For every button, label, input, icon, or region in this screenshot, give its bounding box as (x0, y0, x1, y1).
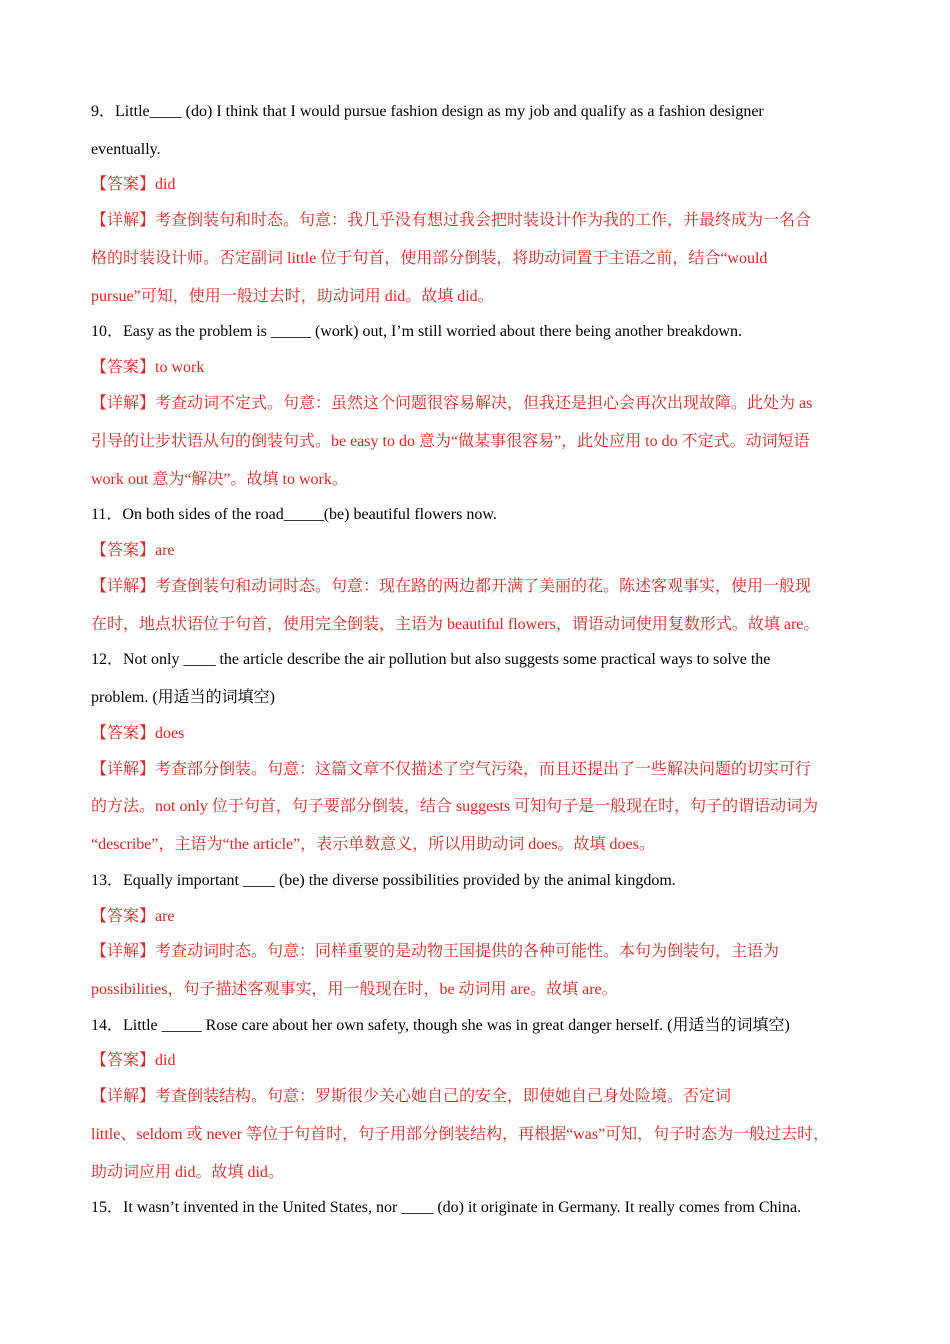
explanation-11-line-1: 【详解】考查倒装句和动词时态。句意：现在路的两边都开满了美丽的花。陈述客观事实，使用一般现 (91, 578, 812, 595)
question-9-line-1: 9．Little____ (do) I think that I would pursue fashion design as my job and qualify as a fashion designer (91, 103, 764, 120)
explanation-10-line-3: work out 意为“解决”。故填 to work。 (91, 471, 348, 488)
answer-14: 【答案】did (91, 1052, 176, 1069)
explanation-14-line-2: little、seldom 或 never 等位于句首时，句子用部分倒装结构，再根据“was”可知，句子时态为一般过去时， (91, 1126, 830, 1143)
question-10: 10．Easy as the problem is _____ (work) out, I’m still worried about there being another breakdown. (91, 323, 742, 340)
answer-9: 【答案】did (91, 176, 176, 193)
explanation-10-line-2: 引导的让步状语从句的倒装句式。be easy to do 意为“做某事很容易”，此处应用 to do 不定式。动词短语 (91, 433, 810, 450)
explanation-10-line-1: 【详解】考查动词不定式。句意：虽然这个问题很容易解决，但我还是担心会再次出现故障。此处为 as (91, 395, 813, 412)
question-12-line-1: 12．Not only ____ the article describe the air pollution but also suggests some practical ways to solve the (91, 651, 771, 668)
answer-12: 【答案】does (91, 725, 185, 742)
explanation-12-line-2: 的方法。not only 位于句首，句子要部分倒装，结合 suggests 可知句子是一般现在时，句子的谓语动词为 (91, 798, 819, 815)
explanation-13-line-2: possibilities，句子描述客观事实，用一般现在时，be 动词用 are。故填 are。 (91, 981, 618, 998)
explanation-14-line-1: 【详解】考查倒装结构。句意：罗斯很少关心她自己的安全，即使她自己身处险境。否定词 (91, 1088, 732, 1105)
explanation-9-line-3: pursue”可知，使用一般过去时，助动词用 did。故填 did。 (91, 288, 494, 305)
explanation-14-line-3: 助动词应用 did。故填 did。 (91, 1164, 284, 1181)
explanation-12-line-1: 【详解】考查部分倒装。句意：这篇文章不仅描述了空气污染，而且还提出了一些解决问题的切实可行 (91, 761, 812, 778)
answer-11: 【答案】are (91, 542, 175, 559)
explanation-12-line-3: “describe”，主语为“the article”，表示单数意义，所以用助动词 does。故填 does。 (91, 836, 655, 853)
explanation-11-line-2: 在时，地点状语位于句首，使用完全倒装，主语为 beautiful flowers，谓语动词使用复数形式。故填 are。 (91, 616, 820, 633)
answer-10: 【答案】to work (91, 359, 205, 376)
question-9-line-2: eventually. (91, 141, 161, 158)
explanation-13-line-1: 【详解】考查动词时态。句意：同样重要的是动物王国提供的各种可能性。本句为倒装句，主语为 (91, 943, 780, 960)
question-15: 15．It wasn’t invented in the United States, nor ____ (do) it originate in Germany. It really comes from China. (91, 1199, 802, 1216)
question-11: 11．On both sides of the road_____(be) beautiful flowers now. (91, 506, 497, 523)
answer-13: 【答案】are (91, 908, 175, 925)
explanation-9-line-1: 【详解】考查倒装句和时态。句意：我几乎没有想过我会把时装设计作为我的工作，并最终成为一名合 (91, 212, 812, 229)
question-13: 13．Equally important ____ (be) the diverse possibilities provided by the animal kingdom. (91, 872, 676, 889)
question-12-line-2: problem. (用适当的词填空) (91, 689, 275, 706)
explanation-9-line-2: 格的时装设计师。否定副词 little 位于句首，使用部分倒装，将助动词置于主语之前，结合“would (91, 250, 768, 267)
question-14: 14．Little _____ Rose care about her own safety, though she was in great danger herself. (用适当的词填空) (91, 1017, 790, 1034)
